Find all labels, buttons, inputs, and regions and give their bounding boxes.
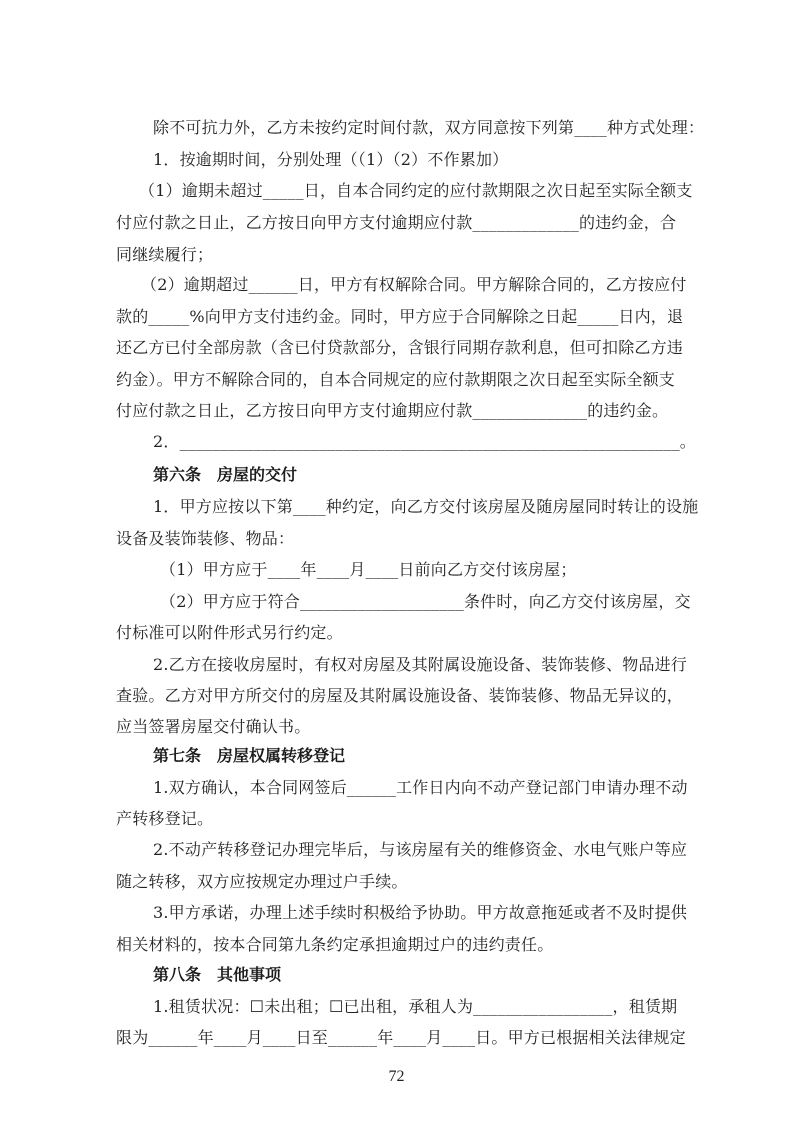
page-number: 72: [388, 1068, 405, 1085]
text-line: 同继续履行；: [116, 245, 214, 264]
text-line: 款的_____%向甲方支付违约金。同时，甲方应于合同解除之日起_____日内，退: [116, 307, 684, 326]
text-line: 产转移登记。: [116, 809, 214, 828]
text-line: 1．甲方应按以下第____种约定，向乙方交付该房屋及随房屋同时转让的设施: [153, 497, 699, 516]
text-line: （2）甲方应于符合____________________条件时，向乙方交付该房屋，交: [160, 592, 691, 611]
text-line: 随之转移，双方应按规定办理过户手续。: [116, 872, 408, 891]
text-line: 1.租赁状况：☐未出租；☐已出租，承租人为_________________，租赁期: [153, 997, 678, 1016]
text-line: 付标准可以附件形式另行约定。: [116, 623, 343, 642]
text-line: 1.双方确认，本合同网签后______工作日内向不动产登记部门申请办理不动: [153, 778, 688, 797]
text-line: 1．按逾期时间，分别处理（（1）（2）不作累加）: [153, 150, 509, 169]
text-line: （1）逾期未超过_____日，自本合同约定的应付款期限之次日起至实际全额支: [139, 181, 693, 200]
text-line: 设备及装饰装修、物品：: [116, 529, 295, 548]
text-line: 3.甲方承诺，办理上述手续时积极给予协助。甲方故意拖延或者不及时提供: [153, 903, 688, 922]
text-line: 还乙方已付全部房款（含已付贷款部分，含银行同期存款利息，但可扣除乙方违: [116, 338, 684, 357]
text-line: 查验。乙方对甲方所交付的房屋及其附属设施设备、装饰装修、物品无异议的，: [116, 686, 684, 705]
section-heading-6: 第六条 房屋的交付: [153, 465, 298, 484]
text-line: 2．_____________________________________________________________。: [153, 432, 696, 451]
text-line: 2.乙方在接收房屋时，有权对房屋及其附属设施设备、装饰装修、物品进行: [153, 655, 688, 674]
text-line: 相关材料的，按本合同第九条约定承担逾期过户的违约责任。: [116, 935, 554, 954]
text-line: 限为______年____月____日至______年____月____日。甲方已根据相关法律规定: [116, 1028, 686, 1047]
text-line: 付应付款之日止，乙方按日向甲方支付逾期应付款_____________的违约金，合: [116, 213, 677, 232]
section-heading-8: 第八条 其他事项: [153, 965, 282, 984]
text-line: 除不可抗力外，乙方未按约定时间付款，双方同意按下列第____种方式处理：: [153, 118, 705, 137]
text-line: 应当签署房屋交付确认书。: [116, 717, 311, 736]
text-line: 付应付款之日止，乙方按日向甲方支付逾期应付款______________的违约金。: [116, 401, 669, 420]
section-heading-7: 第七条 房屋权属转移登记: [153, 746, 346, 765]
text-line: 2.不动产转移登记办理完毕后，与该房屋有关的维修资金、水电气账户等应: [153, 840, 688, 859]
text-line: （1）甲方应于____年____月____日前向乙方交付该房屋；: [160, 560, 577, 579]
text-line: （2）逾期超过______日，甲方有权解除合同。甲方解除合同的，乙方按应付: [141, 275, 687, 294]
text-line: 约金）。甲方不解除合同的，自本合同规定的应付款期限之次日起至实际全额支: [116, 370, 676, 389]
